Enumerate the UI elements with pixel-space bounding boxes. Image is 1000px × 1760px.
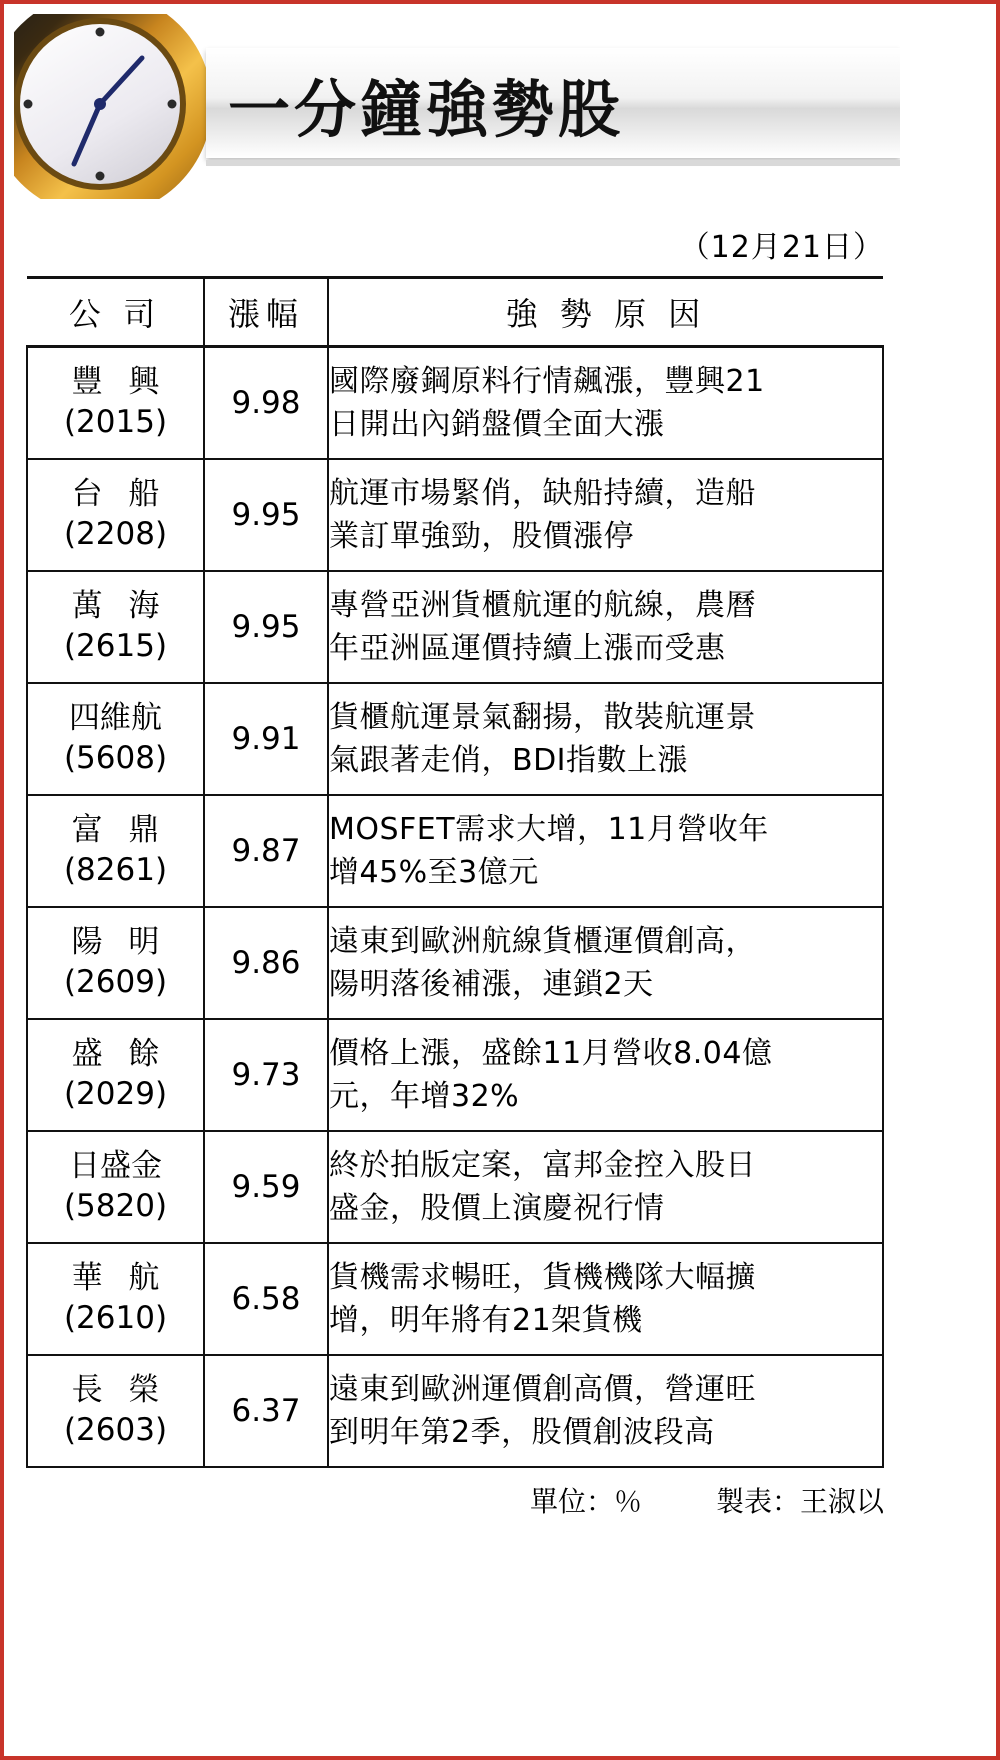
cell-reason bbox=[328, 1131, 883, 1243]
reason-line: 遠東到歐洲運價創高價，營運旺 bbox=[329, 1371, 756, 1407]
cell-change: 9.95 bbox=[204, 571, 328, 683]
reason-line: 專營亞洲貨櫃航運的航線，農曆 bbox=[329, 587, 756, 623]
cell-reason bbox=[328, 1355, 883, 1467]
cell-reason bbox=[328, 795, 883, 907]
table-row bbox=[27, 571, 883, 683]
company-name: 華 航 bbox=[71, 1260, 168, 1297]
cell-company bbox=[27, 683, 204, 795]
reason-line: 陽明落後補漲，連鎖2天 bbox=[329, 967, 654, 1002]
footer bbox=[26, 1468, 884, 1520]
cell-reason bbox=[328, 571, 883, 683]
reason-line: 到明年第2季，股價創波段高 bbox=[329, 1415, 715, 1450]
reason-line: 終於拍版定案，富邦金控入股日 bbox=[329, 1147, 756, 1183]
company-code: (2603) bbox=[63, 1412, 168, 1448]
company-name: 長 榮 bbox=[71, 1372, 168, 1409]
table-header-row bbox=[27, 278, 883, 347]
reason-line: 盛金，股價上演慶祝行情 bbox=[329, 1191, 665, 1226]
company-code: (2015) bbox=[63, 404, 168, 440]
cell-change: 9.86 bbox=[204, 907, 328, 1019]
company-code: (2208) bbox=[63, 516, 168, 552]
column-header-company: 公 司 bbox=[27, 278, 204, 347]
reason-line: 貨櫃航運景氣翻揚，散裝航運景 bbox=[329, 699, 756, 735]
content-area bbox=[8, 8, 900, 1520]
clock-icon bbox=[14, 14, 210, 199]
cell-company bbox=[27, 459, 204, 571]
cell-change: 9.95 bbox=[204, 459, 328, 571]
cell-company bbox=[27, 1355, 204, 1467]
cell-change: 6.37 bbox=[204, 1355, 328, 1467]
reason-line: 業訂單強勁，股價漲停 bbox=[329, 519, 634, 554]
cell-change: 6.58 bbox=[204, 1243, 328, 1355]
cell-company bbox=[27, 347, 204, 460]
reason-line: 價格上漲，盛餘11月營收8.04億 bbox=[329, 1035, 773, 1071]
company-code: (5608) bbox=[63, 740, 168, 776]
table-row bbox=[27, 347, 883, 460]
reason-line: MOSFET需求大增，11月營收年 bbox=[329, 811, 769, 847]
company-name: 四維航 bbox=[69, 700, 162, 737]
table-row bbox=[27, 907, 883, 1019]
reason-line: 貨機需求暢旺，貨機機隊大幅擴 bbox=[329, 1259, 756, 1295]
cell-change: 9.98 bbox=[204, 347, 328, 460]
reason-line: 遠東到歐洲航線貨櫃運價創高， bbox=[329, 923, 756, 959]
cell-change: 9.59 bbox=[204, 1131, 328, 1243]
page-title: 一分鐘強勢股 bbox=[228, 73, 625, 146]
company-code: (2610) bbox=[63, 1300, 168, 1336]
company-name: 萬 海 bbox=[71, 588, 168, 625]
cell-reason bbox=[328, 1019, 883, 1131]
company-code: (8261) bbox=[63, 852, 168, 888]
cell-reason bbox=[328, 683, 883, 795]
credit-note: 製表：王淑以 bbox=[715, 1485, 884, 1518]
reason-line: 年亞洲區運價持續上漲而受惠 bbox=[329, 631, 726, 666]
reason-line: 氣跟著走俏，BDI指數上漲 bbox=[329, 743, 689, 778]
strong-stocks-table bbox=[26, 276, 884, 1468]
table-body bbox=[27, 347, 883, 1468]
company-code: (2609) bbox=[63, 964, 168, 1000]
company-name: 台 船 bbox=[71, 476, 168, 513]
unit-note: 單位：％ bbox=[529, 1485, 642, 1518]
table-row bbox=[27, 795, 883, 907]
reason-line: 國際廢鋼原料行情飆漲，豐興21 bbox=[329, 363, 765, 399]
reason-line: 日開出內銷盤價全面大漲 bbox=[329, 407, 665, 442]
cell-company bbox=[27, 795, 204, 907]
cell-reason bbox=[328, 907, 883, 1019]
company-code: (5820) bbox=[63, 1188, 168, 1224]
company-code: (2615) bbox=[63, 628, 168, 664]
reason-line: 元，年增32% bbox=[329, 1079, 520, 1114]
cell-reason bbox=[328, 459, 883, 571]
cell-company bbox=[27, 1019, 204, 1131]
cell-change: 9.91 bbox=[204, 683, 328, 795]
table-row bbox=[27, 1131, 883, 1243]
table-header bbox=[27, 278, 883, 347]
cell-reason bbox=[328, 347, 883, 460]
table-row bbox=[27, 683, 883, 795]
reason-line: 增45%至3億元 bbox=[329, 855, 539, 890]
table-row bbox=[27, 1355, 883, 1467]
company-code: (2029) bbox=[63, 1076, 168, 1112]
cell-company bbox=[27, 571, 204, 683]
company-name: 陽 明 bbox=[71, 924, 168, 961]
title-banner bbox=[206, 48, 900, 158]
table-row bbox=[27, 1019, 883, 1131]
cell-company bbox=[27, 1243, 204, 1355]
header-divider bbox=[206, 160, 900, 166]
reason-line: 增，明年將有21架貨機 bbox=[329, 1303, 643, 1338]
cell-change: 9.73 bbox=[204, 1019, 328, 1131]
company-name: 富 鼎 bbox=[71, 812, 168, 849]
column-header-reason: 強 勢 原 因 bbox=[328, 278, 883, 347]
cell-reason bbox=[328, 1243, 883, 1355]
date-label: （12月21日） bbox=[679, 230, 884, 265]
column-header-change: 漲幅 bbox=[204, 278, 328, 347]
header bbox=[8, 8, 900, 204]
cell-company bbox=[27, 1131, 204, 1243]
cell-change: 9.87 bbox=[204, 795, 328, 907]
table-row bbox=[27, 1243, 883, 1355]
reason-line: 航運市場緊俏，缺船持續，造船 bbox=[329, 475, 756, 511]
company-name: 盛 餘 bbox=[71, 1036, 168, 1073]
table-row bbox=[27, 459, 883, 571]
company-name: 日盛金 bbox=[69, 1148, 162, 1185]
company-name: 豐 興 bbox=[71, 364, 168, 401]
cell-company bbox=[27, 907, 204, 1019]
